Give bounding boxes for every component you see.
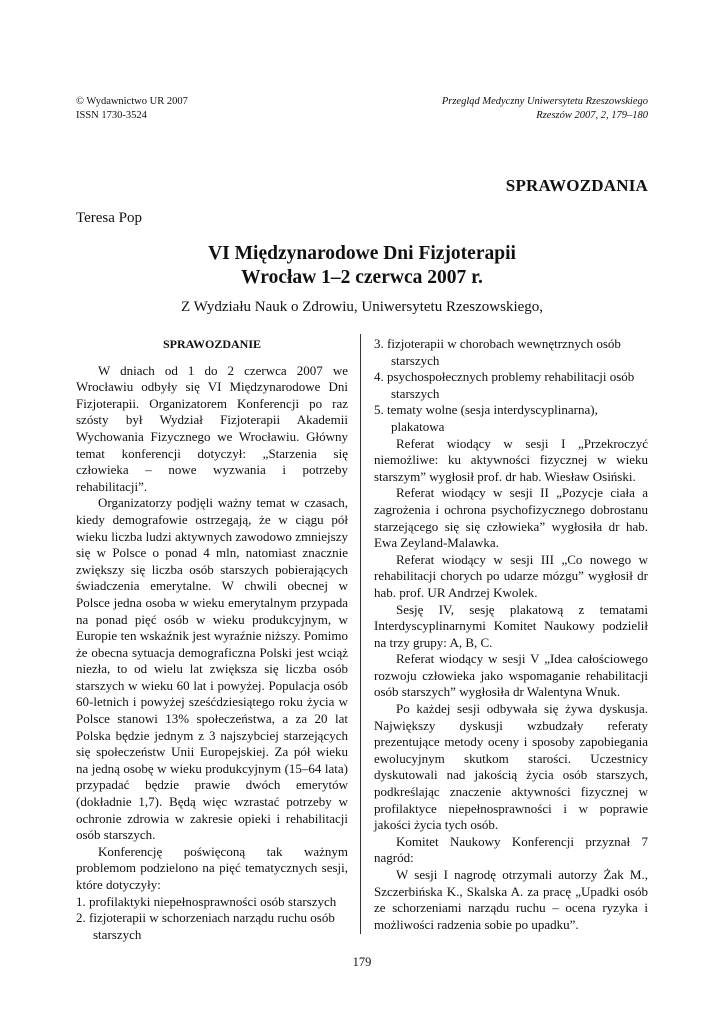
- paragraph: Po każdej sesji odbywała się żywa dyskusja. Największy dyskusji wzbudzały referaty prezentujące metody oceny i sposoby zapobiegania ewolucyjnym skutkom starości. Uczestnicy dyskutowali nad jakością życia osób starszych, podkreślając znaczenie aktywności fizycznej w profilaktyce niepełnosprawności i w poprawie jakości życia tych osób.: [374, 701, 648, 833]
- paragraph: Referat wiodący w sesji I „Przekroczyć niemożliwe: ku aktywności fizycznej w wieku starszym” wygłosił prof. dr hab. Wiesław Osiński.: [374, 435, 648, 484]
- paragraph: Organizatorzy podjęli ważny temat w czasach, kiedy demografowie ostrzegają, że w ciągu pół wieku liczba ludzi aktywnych zawodowo zmniejszy się w Polsce o ponad 4 mln, natomiast znacznie zwiększy się liczba osób starszych pobierających świadczenia emerytalne. W chwili obecnej w Polsce jedna osoba w wieku emerytalnym przypada na ponad pięć osób w wieku produkcyjnym, w Europie ten wskaźnik jest wyraźnie niższy. Pomimo że obecna sytuacja demograficzna Polski jest wciąż niezła, to od wielu lat zwiększa się liczba osób starszych w wieku 60 lat i powyżej. Populacja osób 60-letnich i powyżej sześćdziesiątego roku życia w Polsce stanowi 13% społeczeństwa, a za 20 lat Polska będzie jednym z 3 najszybciej starzejących się społeczeństw Unii Europejskiej. Za pół wieku na jedną osobę w wieku produkcyjnym (15–64 lata) przypadać będzie prawie dwóch emerytów (dokładnie 1,7). Będą więc wzrastać potrzeby w ochronie zdrowia w zakresie opieki i rehabilitacji osób starszych.: [76, 495, 348, 843]
- page-number: 179: [352, 955, 372, 969]
- column-divider: [360, 334, 361, 934]
- article-title: [0, 242, 724, 290]
- author-name: Teresa Pop: [76, 210, 143, 226]
- paragraph: Konferencję poświęconą tak ważnym problemom podzielono na pięć tematycznych sesji, które dotyczyły:: [76, 843, 348, 892]
- paragraph: Referat wiodący w sesji V „Idea całościowego rozwoju człowieka jako wspomaganie rehabilitacji osób starszych” wygłosiła dr Walentyna Wnuk.: [374, 651, 648, 700]
- publisher-line: © Wydawnictwo UR 2007: [76, 96, 188, 107]
- journal-name: Przegląd Medyczny Uniwersytetu Rzeszowskiego: [441, 96, 648, 107]
- list-item: 5. tematy wolne (sesja interdyscyplinarna), plakatowa: [374, 402, 598, 434]
- journal-info: [442, 95, 648, 123]
- left-column: [76, 336, 348, 943]
- list-item: 1. profilaktyki niepełnosprawności osób starszych: [76, 893, 337, 909]
- paragraph: Komitet Naukowy Konferencji przyznał 7 nagród:: [374, 833, 648, 866]
- issn-line: ISSN 1730-3524: [76, 110, 147, 121]
- title-line-2: Wrocław 1–2 czerwca 2007 r.: [241, 267, 483, 288]
- list-item: 4. psychospołecznych problemy rehabilitacji osób starszych: [374, 369, 635, 401]
- paragraph: Referat wiodący w sesji II „Pozycje ciała a zagrożenia i ochrona psychofizycznego dobrostanu starzejącego się się człowieka” wygłosiła dr hab. Ewa Zeyland-Malawka.: [374, 485, 648, 551]
- right-column: [374, 336, 648, 933]
- section-title: SPRAWOZDANIA: [505, 176, 648, 195]
- title-line-1: VI Międzynarodowe Dni Fizjoterapii: [208, 243, 516, 264]
- list-item: 3. fizjoterapii w chorobach wewnętrznych osób starszych: [374, 336, 621, 368]
- paragraph: Referat wiodący w sesji III „Co nowego w rehabilitacji chorych po udarze mózgu” wygłosił dr hab. prof. UR Andrzej Kwolek.: [374, 551, 648, 600]
- affiliation: Z Wydziału Nauk o Zdrowiu, Uniwersytetu Rzeszowskiego,: [180, 299, 544, 315]
- paragraph: Sesję IV, sesję plakatową z tematami Interdyscyplinarnymi Komitet Naukowy podzielił na trzy grupy: A, B, C.: [374, 601, 648, 650]
- paragraph: W sesji I nagrodę otrzymali autorzy Żak M., Szczerbińska K., Skalska A. za pracę „Upadki osób ze schorzeniami narządu ruchu – ocena ryzyka i możliwości radzenia sobie po upadku”.: [374, 867, 648, 932]
- journal-citation: Rzeszów 2007, 2, 179–180: [536, 110, 648, 121]
- list-item: 2. fizjoterapii w schorzeniach narządu ruchu osób starszych: [76, 910, 335, 942]
- publisher-info: [76, 95, 188, 123]
- report-heading: SPRAWOZDANIE: [162, 337, 261, 351]
- paragraph: W dniach od 1 do 2 czerwca 2007 we Wrocławiu odbyły się VI Międzynarodowe Dni Fizjoterapii. Organizatorem Konferencji po raz szósty był Wydział Fizjoterapii Akademii Wychowania Fizycznego we Wrocławiu. Główny temat konferencji dotyczył: „Starzenia się człowieka – nowe wyzwania i potrzeby rehabilitacji”.: [76, 362, 348, 494]
